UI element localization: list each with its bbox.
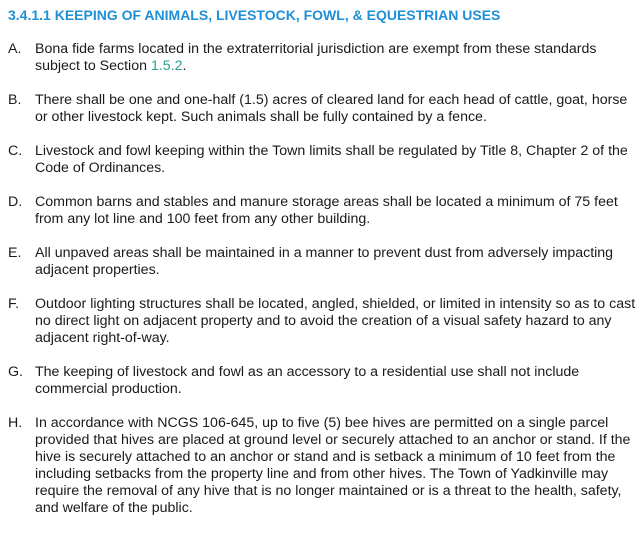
item-marker: B. [8,92,22,108]
item-text: Livestock and fowl keeping within the Town limits shall be regulated by Title 8, Chapter 2 of the Code of Ordinances. [35,143,628,176]
list-item-d [8,194,638,228]
item-text: There shall be one and one-half (1.5) acres of cleared land for each head of cattle, goat, horse or other livestock kept. Such animals shall be fully contained by a fence. [35,92,628,125]
item-marker: A. [8,41,22,57]
list-item-g [8,364,638,398]
item-marker: G. [8,364,23,380]
list-item-a [8,41,638,75]
list-item-b [8,92,638,126]
standards-list [8,41,638,534]
item-text: The keeping of livestock and fowl as an accessory to a residential use shall not include commercial production. [35,364,580,397]
item-text-end: . [182,58,187,74]
item-text: Bona fide farms located in the extraterritorial jurisdiction are exempt from these standards subject to Section [35,41,597,74]
item-marker: E. [8,245,22,261]
item-marker: C. [8,143,23,159]
item-text: Outdoor lighting structures shall be located, angled, shielded, or limited in intensity so as to cast no direct light on adjacent property and to avoid the creation of a visual safety hazard to any adjacent right-of-way. [35,296,636,346]
list-item-c [8,143,638,177]
list-item-h [8,415,638,517]
item-text: In accordance with NCGS 106-645, up to five (5) bee hives are permitted on a single parcel provided that hives are placed at ground level or securely attached to an anchor or stand. If the hive is securely attached to an anchor or stand and is setback a minimum of 10 feet from the including setbacks from the property line and from other hives. The Town of Yadkinville may require the removal of any hive that is no longer maintained or is a threat to the health, safety, and welfare of the public. [35,415,631,516]
list-item-e [8,245,638,279]
section-heading: 3.4.1.1 KEEPING OF ANIMALS, LIVESTOCK, FOWL, & EQUESTRIAN USES [8,7,501,23]
section-link[interactable]: 1.5.2 [150,58,183,74]
list-item-f [8,296,638,347]
item-marker: F. [8,296,20,312]
item-marker: D. [8,194,23,210]
item-text: Common barns and stables and manure storage areas shall be located a minimum of 75 feet from any lot line and 100 feet from any other building. [35,194,618,227]
item-marker: H. [8,415,23,431]
item-text: All unpaved areas shall be maintained in a manner to prevent dust from adversely impacting adjacent properties. [35,245,614,278]
